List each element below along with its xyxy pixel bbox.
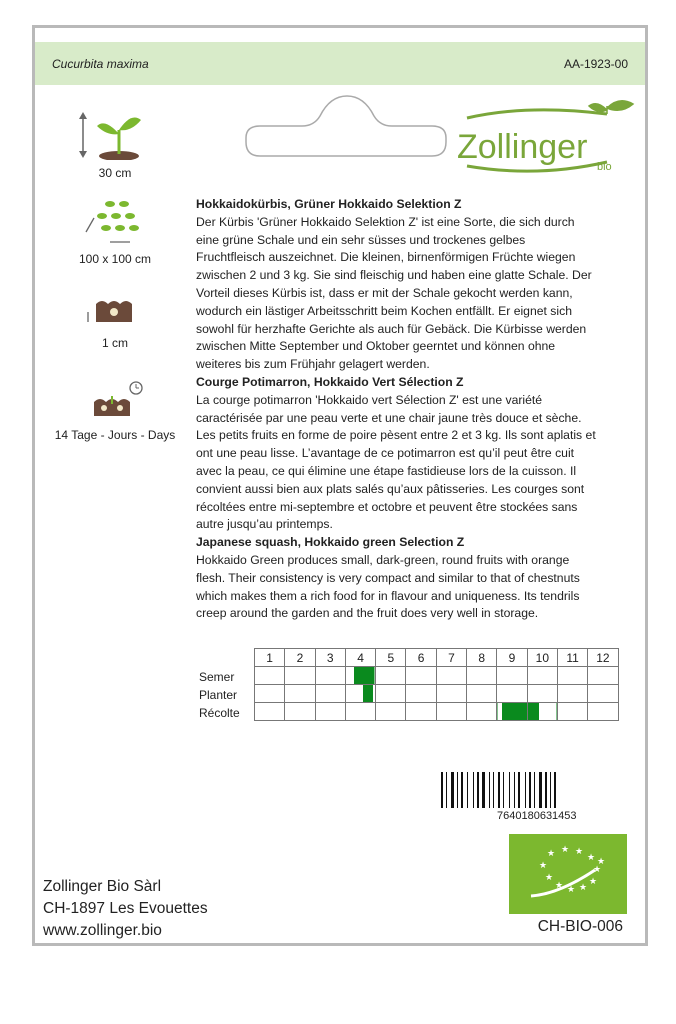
description <box>196 196 596 623</box>
svg-text:★: ★ <box>579 882 588 892</box>
sprout-height-icon <box>75 110 155 160</box>
calendar-cell <box>467 703 497 721</box>
calendar-label-planter: Planter <box>199 688 238 702</box>
calendar-cell <box>345 685 375 703</box>
section-body-fr: La courge potimarron 'Hokkaido vert Sélection Z' est une variété caractérisée par une peau verte et une chair jaune très douce et sèche. Les petits fruits en forme de poire pèsent entre 2 et 3 kg. Ils sont aplatis et ont une peau lisse. L’avantage de ce potimarron est qu’il peut être cuit avec la peau, ce qui élimine une étape fastidieuse lors de la cuisson. Il convient aussi bien aux plats salés qu’aux pâtisseries. Les courges sont récoltées entre mi-septembre et octobre et peuvent être stockées sans autre jusqu’au printemps. <box>196 392 596 532</box>
barcode-bar <box>482 772 485 808</box>
calendar-cell <box>285 667 315 685</box>
calendar-cell <box>527 667 557 685</box>
barcode-bar <box>477 772 479 808</box>
barcode-bar <box>529 772 531 808</box>
bio-certification-code: CH-BIO-006 <box>537 918 623 935</box>
month-cell: 3 <box>315 649 345 667</box>
eu-organic-logo <box>509 834 627 914</box>
calendar-row <box>255 703 619 721</box>
depth-label: 1 cm <box>101 336 128 350</box>
company-address <box>43 876 208 942</box>
barcode <box>441 772 621 808</box>
svg-text:★: ★ <box>539 860 548 870</box>
calendar-row <box>255 667 619 685</box>
section-title-de: Hokkaidokürbis, Grüner Hokkaido Selektion Z <box>196 197 462 211</box>
barcode-bar <box>545 772 547 808</box>
calendar-cell <box>376 667 406 685</box>
svg-text:★: ★ <box>547 848 556 858</box>
germination-info <box>35 378 195 442</box>
spacing-label: 100 x 100 cm <box>78 252 152 266</box>
section-title-fr: Courge Potimarron, Hokkaido Vert Sélection Z <box>196 374 464 389</box>
barcode-bar <box>441 772 443 808</box>
svg-text:★: ★ <box>597 856 606 866</box>
month-cell: 2 <box>285 649 315 667</box>
calendar-cell <box>527 685 557 703</box>
barcode-bar <box>446 772 447 808</box>
barcode-bar <box>514 772 515 808</box>
svg-text:★: ★ <box>567 884 576 894</box>
month-cell: 4 <box>345 649 375 667</box>
calendar-cell <box>376 703 406 721</box>
section-body-de: Der Kürbis 'Grüner Hokkaido Selektion Z' ist eine Sorte, die sich durch eine grüne Schale und ein sehr süsses und trockenes gelbes Fruchtfleisch auszeichnet. Die kleinen, birnenförmigen Früchte wiegen zwischen 2 und 3 kg. Sie sind fleischig und haben eine glatte Schale. Der Vorteil dieses Kürbis ist, dass er mit der Schale gekocht werden kann, wodurch ein lästiger Arbeitsschritt beim Kochen entfällt. Er eignet sich sowohl für herzhafte Gerichte als auch für Gebäck. Die Kürbisse werden zwischen Mitte September und Oktober geerntet und können ohne weiteres bis zum Frühjahr gelagert werden. <box>196 214 592 372</box>
month-cell: 10 <box>527 649 557 667</box>
logo-wordmark: Zollinger <box>457 128 588 166</box>
calendar-cell <box>255 685 285 703</box>
calendar-cell <box>376 685 406 703</box>
month-cell: 11 <box>557 649 587 667</box>
section-title-en: Japanese squash, Hokkaido green Selection Z <box>196 535 465 550</box>
latin-name: Cucurbita maxima <box>52 57 149 71</box>
calendar-cell <box>497 667 527 685</box>
calendar-cell <box>406 685 436 703</box>
company-website[interactable]: www.zollinger.bio <box>43 922 162 939</box>
svg-text:★: ★ <box>575 846 584 856</box>
article-code: AA-1923-00 <box>563 57 628 71</box>
barcode-bar <box>493 772 494 808</box>
calendar-row-labels <box>199 668 240 722</box>
sowing-depth-icon <box>80 290 150 330</box>
svg-text:★: ★ <box>545 872 554 882</box>
calendar-cell <box>345 667 375 685</box>
spacing-info <box>35 196 195 266</box>
logo-tag: bio <box>597 161 612 173</box>
svg-text:★: ★ <box>555 880 564 890</box>
svg-text:★: ★ <box>593 864 602 874</box>
company-location: CH-1897 Les Evouettes <box>43 900 208 917</box>
barcode-bar <box>457 772 458 808</box>
barcode-bar <box>525 772 526 808</box>
calendar-cell <box>557 685 587 703</box>
calendar-cell <box>557 667 587 685</box>
calendar-label-semer: Semer <box>199 670 235 684</box>
barcode-bar <box>518 772 520 808</box>
barcode-number: 7640180631453 <box>497 810 577 822</box>
month-cell: 9 <box>497 649 527 667</box>
hanger-hole-icon <box>242 90 452 160</box>
barcode-bar <box>467 772 468 808</box>
zollinger-logo <box>457 100 637 205</box>
calendar-cell <box>436 685 466 703</box>
barcode-bar <box>498 772 500 808</box>
svg-text:★: ★ <box>561 844 570 854</box>
barcode-bar <box>554 772 556 808</box>
barcode-bar <box>461 772 463 808</box>
month-cell: 7 <box>436 649 466 667</box>
calendar-cell <box>345 703 375 721</box>
germination-label: 14 Tage - Jours - Days <box>54 428 176 442</box>
calendar-cell <box>557 703 587 721</box>
height-info <box>35 110 195 180</box>
calendar-cell <box>285 685 315 703</box>
svg-text:★: ★ <box>589 876 598 886</box>
seed-packet <box>32 25 648 946</box>
calendar-row <box>255 685 619 703</box>
month-cell: 1 <box>255 649 285 667</box>
calendar-cell <box>588 703 618 721</box>
barcode-bar <box>550 772 551 808</box>
calendar-cell <box>497 703 527 721</box>
calendar-cell <box>527 703 557 721</box>
calendar-cell <box>255 667 285 685</box>
calendar-cell <box>255 703 285 721</box>
barcode-bar <box>534 772 535 808</box>
calendar-cell <box>285 703 315 721</box>
barcode-bar <box>473 772 474 808</box>
calendar-cell <box>436 667 466 685</box>
calendar-cell <box>467 667 497 685</box>
barcode-bar <box>539 772 542 808</box>
germination-time-icon <box>80 378 150 422</box>
barcode-bar <box>451 772 454 808</box>
calendar-cell <box>497 685 527 703</box>
calendar-cell <box>406 667 436 685</box>
barcode-bar <box>509 772 510 808</box>
month-cell: 12 <box>588 649 618 667</box>
calendar-cell <box>588 667 618 685</box>
calendar-month-row <box>255 649 619 667</box>
svg-text:★: ★ <box>587 852 596 862</box>
calendar-cell <box>315 685 345 703</box>
calendar-cell <box>315 667 345 685</box>
calendar-cell <box>436 703 466 721</box>
calendar-label-recolte: Récolte <box>199 706 240 720</box>
company-name: Zollinger Bio Sàrl <box>43 878 162 895</box>
calendar-cell <box>406 703 436 721</box>
barcode-bar <box>489 772 490 808</box>
month-cell: 5 <box>376 649 406 667</box>
plant-spacing-icon <box>80 196 150 246</box>
calendar-cell <box>588 685 618 703</box>
calendar-cell <box>467 685 497 703</box>
calendar-cell <box>315 703 345 721</box>
sowing-calendar <box>254 648 619 721</box>
height-label: 30 cm <box>98 166 132 180</box>
month-cell: 6 <box>406 649 436 667</box>
depth-info <box>35 290 195 350</box>
month-cell: 8 <box>467 649 497 667</box>
section-body-en: Hokkaido Green produces small, dark-green, round fruits with orange flesh. Their consistency is very compact and similar to that of chestnuts which makes them a rich food for in flavour and uniqueness. Its tendrils creep around the garden and the fruit does very well in storage. <box>196 552 580 621</box>
barcode-bar <box>503 772 504 808</box>
header-bar <box>35 42 645 85</box>
